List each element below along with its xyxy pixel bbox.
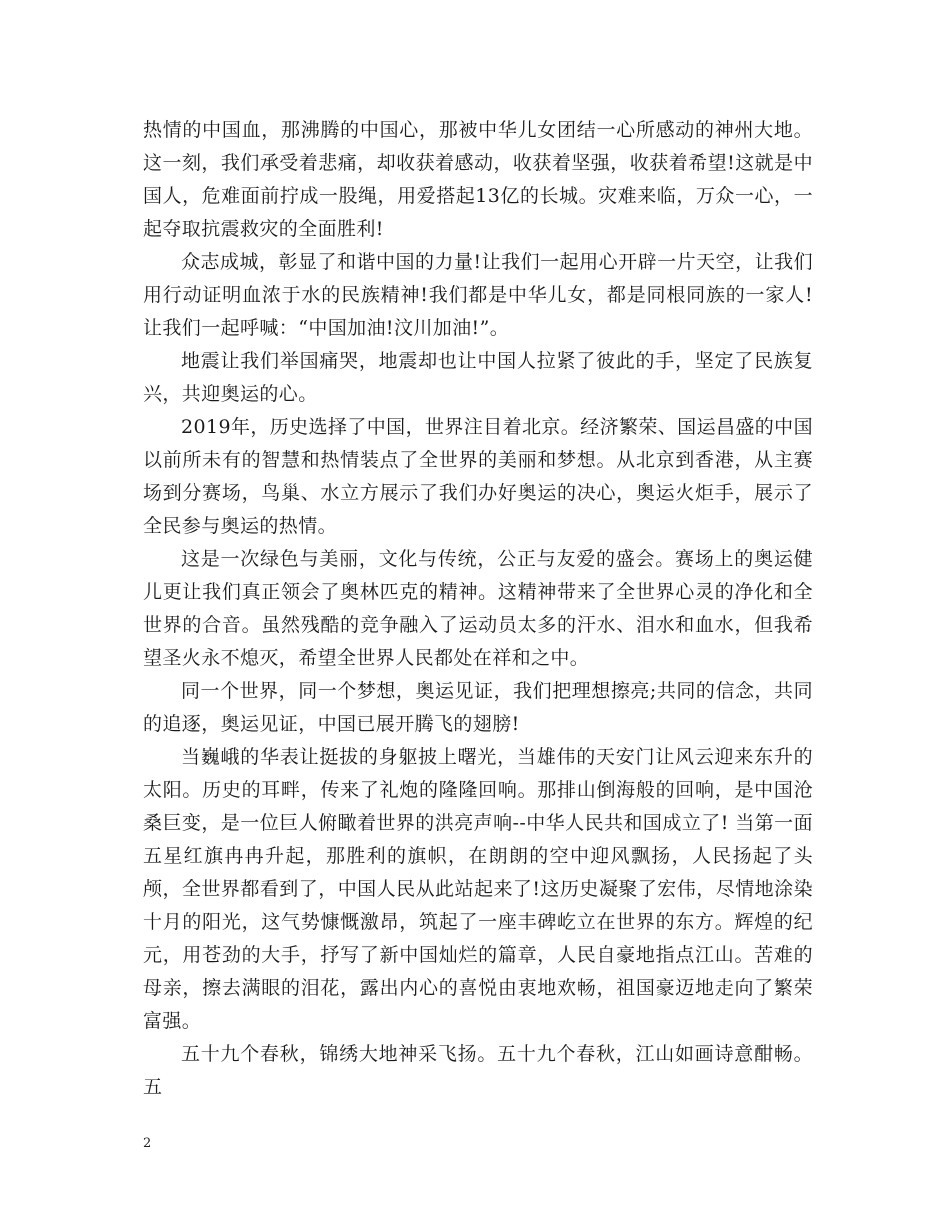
paragraph-3: 地震让我们举国痛哭，地震却也让中国人拉紧了彼此的手，坚定了民族复兴，共迎奥运的心。 (143, 350, 813, 405)
paragraph-4: 2019年，历史选择了中国，世界注目着北京。经济繁荣、国运昌盛的中国以前所未有的智慧和热情装点了全世界的美丽和梦想。从北京到香港，从主赛场到分赛场，鸟巢、水立方展示了我们办好奥运的决心，奥运火炬手，展示了全民参与奥运的热情。 (143, 416, 813, 537)
paragraph-8: 五十九个春秋，锦绣大地神采飞扬。五十九个春秋，江山如画诗意酣畅。五 (143, 1043, 813, 1098)
paragraph-1: 热情的中国血，那沸腾的中国心，那被中华儿女团结一心所感动的神州大地。这一刻，我们承受着悲痛，却收获着感动，收获着坚强，收获着希望!这就是中国人，危难面前拧成一股绳，用爱搭起13亿的长城。灾难来临，万众一心，一起夺取抗震救灾的全面胜利! (143, 119, 813, 240)
paragraph-7: 当巍峨的华表让挺拔的身躯披上曙光，当雄伟的天安门让风云迎来东升的太阳。历史的耳畔，传来了礼炮的隆隆回响。那排山倒海般的回响，是中国沧桑巨变，是一位巨人俯瞰着世界的洪亮声响--中华人民共和国成立了! 当第一面五星红旗冉冉升起，那胜利的旗帜，在朗朗的空中迎风飘扬，人民扬起了头颅，全世界都看到了，中国人民从此站起来了!这历史凝聚了宏伟，尽情地涂染十月的阳光，这气势慷慨激昂，筑起了一座丰碑屹立在世界的东方。辉煌的纪元，用苍劲的大手，抒写了新中国灿烂的篇章，人民自豪地指点江山。苦难的母亲，擦去满眼的泪花，露出内心的喜悦由衷地欢畅，祖国豪迈地走向了繁荣富强。 (143, 746, 813, 1032)
paragraph-5: 这是一次绿色与美丽，文化与传统，公正与友爱的盛会。赛场上的奥运健儿更让我们真正领会了奥林匹克的精神。这精神带来了全世界心灵的净化和全世界的合音。虽然残酷的竞争融入了运动员太多的汗水、泪水和血水，但我希望圣火永不熄灭，希望全世界人民都处在祥和之中。 (143, 548, 813, 669)
paragraph-2: 众志成城，彰显了和谐中国的力量!让我们一起用心开辟一片天空，让我们用行动证明血浓于水的民族精神!我们都是中华儿女，都是同根同族的一家人!让我们一起呼喊：“中国加油!汶川加油!”。 (143, 251, 813, 339)
paragraph-6: 同一个世界，同一个梦想，奥运见证，我们把理想擦亮;共同的信念，共同的追逐，奥运见证，中国已展开腾飞的翅膀! (143, 680, 813, 735)
page-number: 2 (143, 1136, 152, 1151)
body-text (143, 114, 813, 1104)
